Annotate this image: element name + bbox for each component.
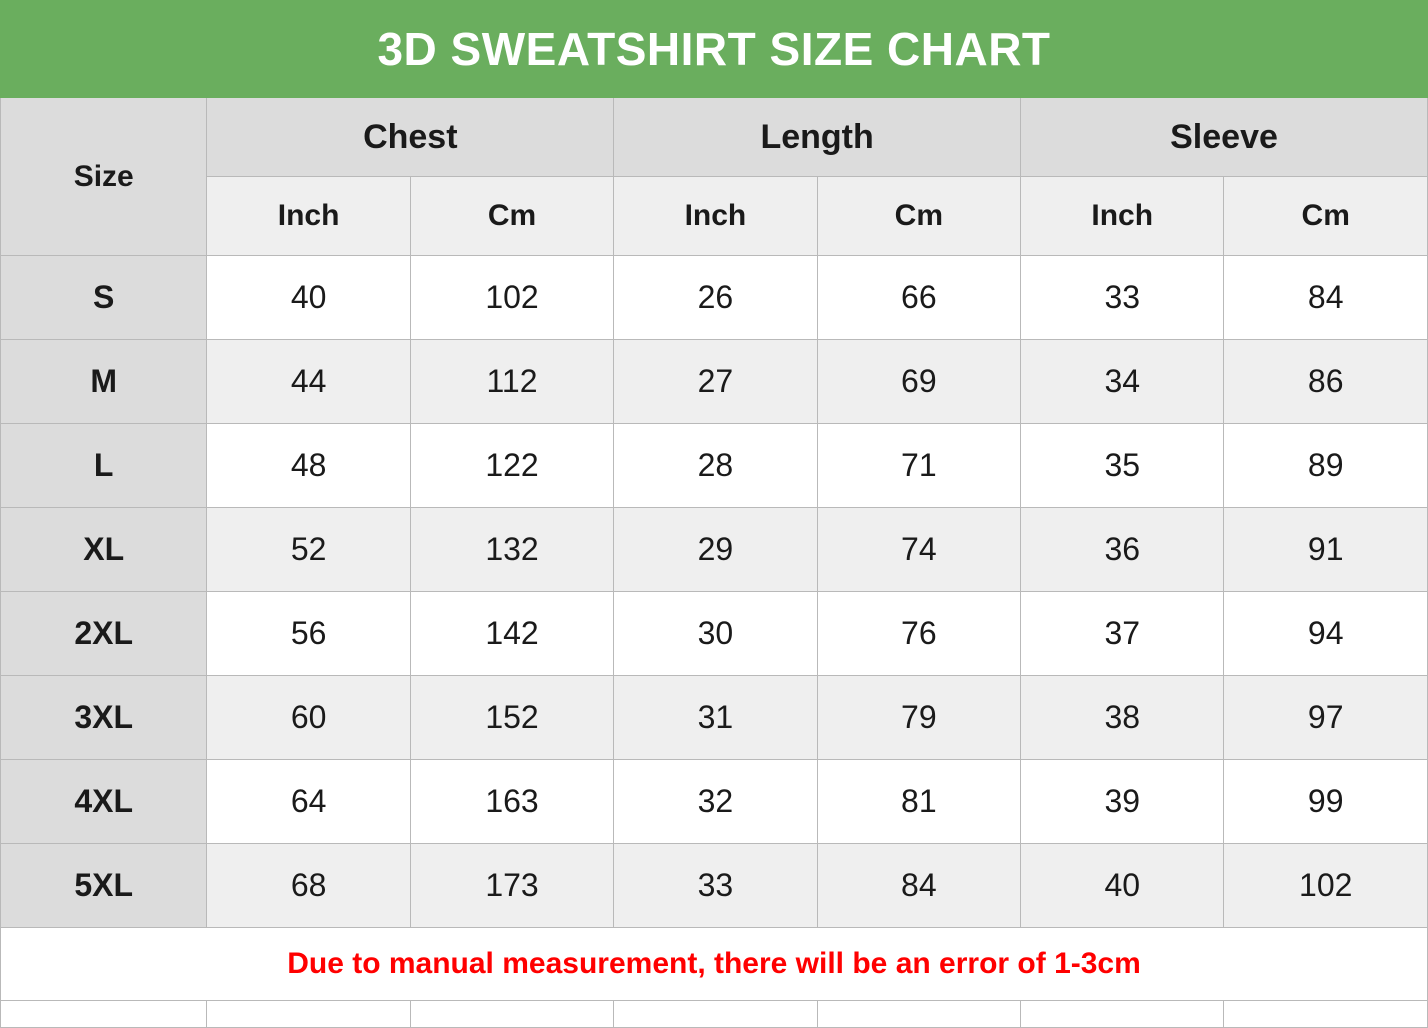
unit-header-sleeve-cm: Cm	[1224, 177, 1428, 256]
cell-sleeve-inch: 35	[1021, 424, 1224, 508]
unit-header-chest-inch: Inch	[207, 177, 410, 256]
cell-sleeve-cm: 94	[1224, 592, 1428, 676]
cell-sleeve-cm: 84	[1224, 256, 1428, 340]
cell-sleeve-inch: 34	[1021, 340, 1224, 424]
size-column-header: Size	[1, 98, 207, 256]
cell-sleeve-cm: 102	[1224, 844, 1428, 928]
group-header-length: Length	[614, 98, 1021, 177]
cell-chest-inch: 48	[207, 424, 410, 508]
cell-sleeve-inch: 39	[1021, 760, 1224, 844]
footnote-row	[1, 928, 1428, 1001]
cell-length-cm: 66	[817, 256, 1020, 340]
group-header-chest: Chest	[207, 98, 614, 177]
title-row	[1, 1, 1428, 98]
row-size-label: 3XL	[1, 676, 207, 760]
cell-chest-inch: 44	[207, 340, 410, 424]
spacer-cell	[207, 1001, 410, 1028]
spacer-cell	[614, 1001, 817, 1028]
cell-length-cm: 69	[817, 340, 1020, 424]
cell-chest-inch: 52	[207, 508, 410, 592]
chart-title: 3D SWEATSHIRT SIZE CHART	[1, 1, 1428, 98]
cell-length-cm: 74	[817, 508, 1020, 592]
cell-chest-inch: 64	[207, 760, 410, 844]
unit-header-chest-cm: Cm	[410, 177, 613, 256]
cell-chest-cm: 173	[410, 844, 613, 928]
cell-sleeve-inch: 36	[1021, 508, 1224, 592]
table-row	[1, 256, 1428, 340]
table-row	[1, 760, 1428, 844]
unit-header-sleeve-inch: Inch	[1021, 177, 1224, 256]
cell-length-cm: 76	[817, 592, 1020, 676]
cell-sleeve-cm: 86	[1224, 340, 1428, 424]
cell-length-inch: 30	[614, 592, 817, 676]
table-row	[1, 508, 1428, 592]
cell-length-cm: 79	[817, 676, 1020, 760]
table-row	[1, 844, 1428, 928]
group-header-row	[1, 98, 1428, 177]
spacer-cell	[1021, 1001, 1224, 1028]
row-size-label: M	[1, 340, 207, 424]
cell-chest-inch: 68	[207, 844, 410, 928]
table-row	[1, 340, 1428, 424]
table-row	[1, 592, 1428, 676]
row-size-label: 4XL	[1, 760, 207, 844]
footnote-text: Due to manual measurement, there will be an error of 1-3cm	[1, 928, 1428, 1001]
cell-length-inch: 28	[614, 424, 817, 508]
cell-chest-cm: 102	[410, 256, 613, 340]
row-size-label: XL	[1, 508, 207, 592]
cell-length-inch: 31	[614, 676, 817, 760]
table-row	[1, 424, 1428, 508]
cell-chest-inch: 56	[207, 592, 410, 676]
cell-chest-inch: 60	[207, 676, 410, 760]
spacer-cell	[410, 1001, 613, 1028]
row-size-label: L	[1, 424, 207, 508]
cell-sleeve-inch: 33	[1021, 256, 1224, 340]
row-size-label: 2XL	[1, 592, 207, 676]
cell-sleeve-cm: 97	[1224, 676, 1428, 760]
spacer-cell	[817, 1001, 1020, 1028]
cell-chest-cm: 142	[410, 592, 613, 676]
group-header-sleeve: Sleeve	[1021, 98, 1428, 177]
unit-header-length-cm: Cm	[817, 177, 1020, 256]
cell-chest-cm: 163	[410, 760, 613, 844]
spacer-cell	[1224, 1001, 1428, 1028]
cell-length-inch: 29	[614, 508, 817, 592]
cell-chest-cm: 152	[410, 676, 613, 760]
cell-chest-cm: 112	[410, 340, 613, 424]
row-size-label: 5XL	[1, 844, 207, 928]
cell-length-inch: 27	[614, 340, 817, 424]
unit-header-length-inch: Inch	[614, 177, 817, 256]
bottom-spacer-row	[1, 1001, 1428, 1028]
cell-sleeve-inch: 40	[1021, 844, 1224, 928]
cell-chest-inch: 40	[207, 256, 410, 340]
cell-sleeve-cm: 99	[1224, 760, 1428, 844]
table-row	[1, 676, 1428, 760]
cell-sleeve-inch: 38	[1021, 676, 1224, 760]
cell-length-cm: 81	[817, 760, 1020, 844]
cell-length-inch: 26	[614, 256, 817, 340]
cell-length-cm: 71	[817, 424, 1020, 508]
cell-length-cm: 84	[817, 844, 1020, 928]
cell-chest-cm: 132	[410, 508, 613, 592]
cell-chest-cm: 122	[410, 424, 613, 508]
cell-sleeve-cm: 91	[1224, 508, 1428, 592]
cell-sleeve-cm: 89	[1224, 424, 1428, 508]
unit-header-row	[1, 177, 1428, 256]
cell-length-inch: 33	[614, 844, 817, 928]
cell-sleeve-inch: 37	[1021, 592, 1224, 676]
cell-length-inch: 32	[614, 760, 817, 844]
spacer-cell	[1, 1001, 207, 1028]
row-size-label: S	[1, 256, 207, 340]
